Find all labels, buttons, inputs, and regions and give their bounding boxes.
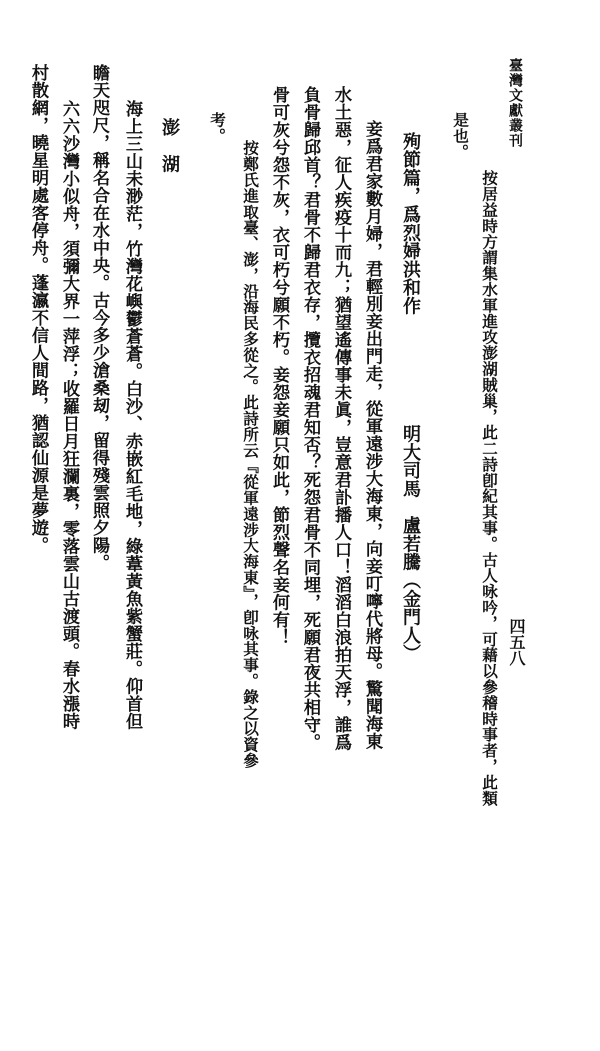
text-column: 妾爲君家數月婦，君輕別妾出門走，從軍遠涉大海東，向妾叮嚀代將母。驚聞海東	[362, 120, 382, 750]
page-number: 四五八	[507, 618, 526, 666]
poem-title: 澎 湖	[159, 118, 180, 173]
text-column: 水土惡，征人疾疫十而九；猶望遙傳事未眞，豈意君訃播人口！滔滔白浪拍天浮，誰爲	[331, 86, 351, 751]
text-column: 村散網，曉星明處客停舟。蓬瀛不信人間路，猶認仙源是夢遊。	[28, 64, 48, 554]
text-column: 考。	[208, 112, 227, 144]
text-column: 六六沙灣小似舟，須彌大界一萍浮；收羅日月狂瀾裏，零落雲山古渡頭。春水漲時	[59, 100, 79, 730]
text-column: 按鄭氏進取臺、澎，沿海民多從之。此詩所云『從軍遠涉大海東』，卽咏其事。錄之以資參	[241, 140, 260, 769]
text-column: 瞻天咫尺，稱名合在水中央。古今多少滄桑刼，留得殘雲照夕陽。	[89, 64, 109, 572]
series-title: 臺灣文獻叢刊	[507, 58, 523, 148]
poem-title: 殉節篇，爲烈婦洪和作 明大司馬 盧若騰（金門人）	[400, 132, 421, 663]
text-column: 負骨歸邱首？君骨不歸君衣存，攬衣招魂君知否？死怨君骨不同埋，死願君夜共相守。	[300, 86, 320, 751]
text-column: 按居益時方謂集水軍進攻澎湖賊巢，此二詩卽紀其事。古人咏吟，可藉以參稽時事者，此類	[480, 170, 499, 806]
text-column: 海上三山未渺茫，竹灣花嶼鬱蒼蒼。白沙、赤嵌紅毛地，綠葦黃魚紫蟹莊。仰首但	[122, 100, 142, 730]
text-column: 是也。	[451, 112, 470, 160]
text-column: 骨可灰兮怨不灰，衣可朽兮願不朽。妾怨妾願只如此，節烈聲名妾何有！	[269, 86, 289, 646]
